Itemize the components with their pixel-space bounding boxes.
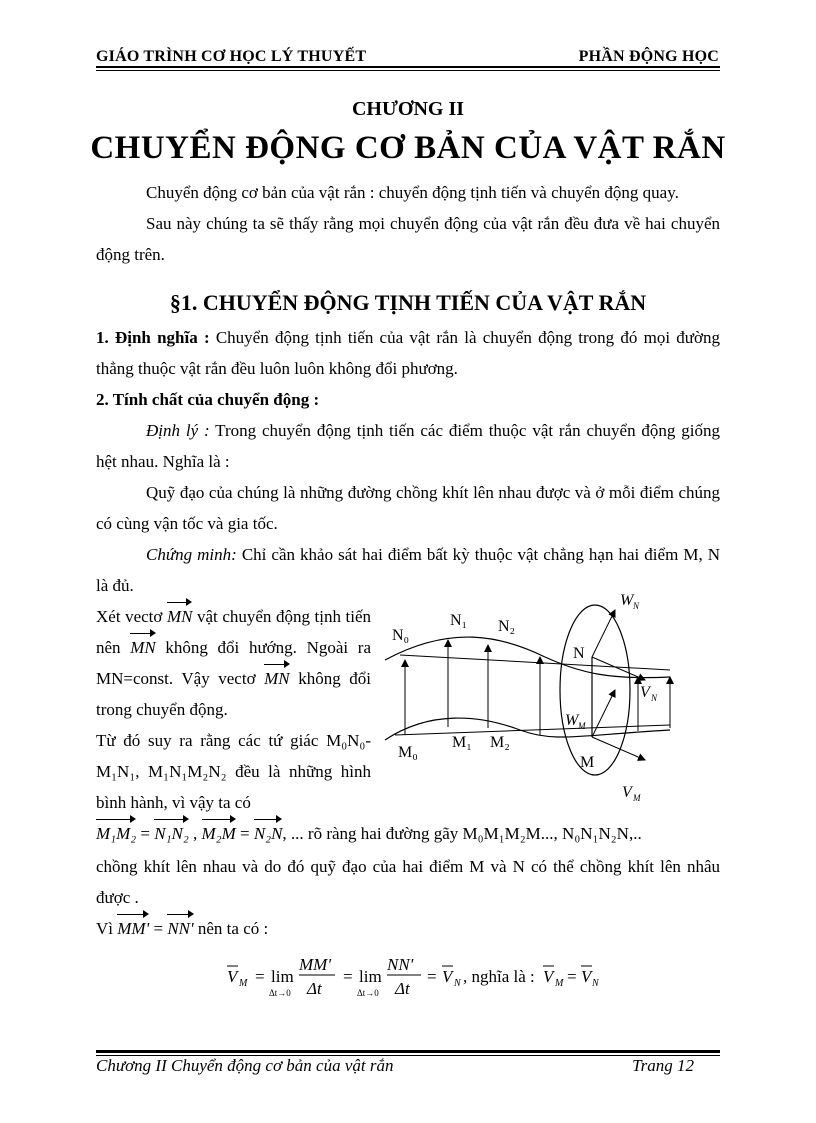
symbol-vn-sub: N [454, 978, 461, 989]
lim-1: lim [271, 967, 294, 986]
vector-m1m2: M₁M₂ [96, 818, 136, 849]
vector-mmp: MM' [117, 913, 149, 944]
vector-vm [592, 737, 645, 760]
label-n0: N₀ [392, 627, 410, 644]
symbol-vm-sub: M [239, 978, 248, 989]
label-n1: N₁ [450, 612, 468, 629]
label-wn-sub: N [633, 601, 640, 611]
numerator-1: MM' [299, 955, 331, 974]
header-rule [96, 66, 720, 68]
header-course-title: GIÁO TRÌNH CƠ HỌC LÝ THUYẾT [96, 48, 367, 65]
formula-tail: , nghĩa là : [463, 967, 535, 986]
label-m1: M₁ [452, 734, 472, 751]
section-title: §1. CHUYỂN ĐỘNG TỊNH TIẾN CỦA VẬT RẮN [169, 290, 647, 315]
symbol-vm-sub-2: M [555, 978, 564, 989]
intro-paragraph-2: Sau này chúng ta sẽ thấy rằng mọi chuyển động của vật rắn đều đưa về hai chuyển động trên. [96, 214, 720, 264]
label-vm-sub: M [633, 793, 641, 803]
header-rule-thin [96, 70, 720, 71]
header-part-title: PHẦN ĐỘNG HỌC [578, 48, 719, 65]
proof-parallelogram-paragraph: Từ đó suy ra rằng các tứ giác M₀N₀-M₁N₁, M₁N₁M₂N₂ đều là những hình bình hành, vì vậy ta có [96, 731, 371, 812]
symbol-vn: V [442, 967, 453, 986]
vector-n1n2: N₁N₂ [154, 818, 189, 849]
page-number: Trang 12 [632, 1056, 694, 1075]
vector-mn: MN [264, 663, 290, 694]
polyline-n [400, 655, 670, 670]
chapter-title: CHUYỂN ĐỘNG CƠ BẢN CỦA VẬT RẮN [90, 130, 726, 166]
numerator-2: NN' [387, 955, 414, 974]
footer-rule [96, 1050, 720, 1053]
equation-tail: , ... rõ ràng hai đường gãy M₀M₁M₂M..., N₀N₁N₂N,.. [282, 824, 642, 843]
definition-paragraph [96, 322, 720, 384]
equals: = [427, 967, 437, 986]
vector-m2m: M₂M [202, 818, 236, 849]
lim-2: lim [359, 967, 382, 986]
vector-n2n: N₂N [254, 818, 283, 849]
footer-chapter: Chương II Chuyển động cơ bản của vật rắn [96, 1056, 394, 1075]
label-wn: W [620, 592, 634, 609]
vector-nnp: NN' [167, 913, 193, 944]
label-n2: N₂ [498, 618, 516, 635]
vector-wm [592, 690, 615, 737]
symbol-vm-2: V [543, 967, 554, 986]
text-fragment: vật chuyển động tịnh tiến nên [96, 607, 371, 657]
equals: = [567, 967, 577, 986]
label-wm: W [565, 712, 579, 729]
vector-wn [592, 610, 615, 657]
theorem-label: Định lý : [146, 421, 210, 440]
label-n: N [573, 645, 585, 662]
theorem-paragraph-2: Quỹ đạo của chúng là những đường chồng khít lên nhau được và ở mỗi điểm chúng có cùng vận tốc và gia tốc. [96, 483, 720, 533]
text-fragment: không đổi hướng. Ngoài ra MN=const. Vậy vectơ [96, 638, 371, 688]
equals: = [343, 967, 353, 986]
theorem-paragraph [96, 415, 720, 477]
lim-cond-1: Δt→0 [269, 988, 291, 998]
since-line: Vì MM' = NN' nên ta có : [96, 913, 720, 944]
denominator-2: Δt [395, 979, 410, 998]
chapter-label: CHƯƠNG II [351, 98, 465, 120]
label-vn-sub: N [651, 693, 658, 703]
parallelogram-equation-line: M₁M₂ = N₁N₂ , M₂M = N₂N, ... rõ ràng hai đường gãy M₀M₁M₂M..., N₀N₁N₂N,.. [96, 818, 720, 849]
properties-label: 2. Tính chất của chuyển động : [96, 390, 320, 409]
definition-text: Chuyển động tịnh tiến của vật rắn là chuyển động trong đó mọi đường thẳng thuộc vật rắn đều luôn luôn không đổi phương. [96, 328, 720, 378]
label-vm: V [622, 784, 632, 801]
vector-mn: MN [130, 632, 156, 663]
translation-figure [380, 585, 680, 805]
equals: = [255, 967, 265, 986]
lim-cond-2: Δt→0 [357, 988, 379, 998]
intro-paragraph-1: Chuyển động cơ bản của vật rắn : chuyển động tịnh tiến và chuyển động quay. [146, 183, 679, 202]
symbol-vn-2: V [581, 967, 592, 986]
overlap-paragraph: chồng khít lên nhau và do đó quỹ đạo của hai điểm M và N có thể chồng khít lên nhâu được . [96, 857, 720, 907]
label-m2: M₂ [490, 734, 510, 751]
label-wm-sub: M [578, 721, 586, 731]
properties-heading [96, 384, 720, 415]
label-m0: M₀ [398, 744, 418, 761]
text-fragment: nên ta có : [193, 919, 269, 938]
text-fragment: Vì [96, 919, 118, 938]
vector-mn: MN [167, 601, 193, 632]
proof-label: Chứng minh: [146, 545, 237, 564]
velocity-formula [225, 948, 605, 1004]
symbol-vm: V [227, 967, 238, 986]
text-fragment: Xét vectơ [96, 607, 167, 626]
theorem-text: Trong chuyển động tịnh tiến các điểm thuộc vật rắn chuyển động giống hệt nhau. Nghĩa là : [96, 421, 720, 471]
denominator-1: Δt [307, 979, 322, 998]
text-fragment: không đổi trong chuyển động. [96, 669, 371, 719]
label-vn: V [640, 684, 650, 701]
symbol-vn-sub-2: N [592, 978, 599, 989]
rigid-body-outline [560, 605, 630, 775]
definition-label: 1. Định nghĩa : [96, 328, 210, 347]
proof-vector-paragraph [96, 601, 371, 725]
proof-text: Chỉ cần khảo sát hai điểm bất kỳ thuộc vật chẳng hạn hai điểm M, N là đủ. [96, 545, 720, 595]
label-m: M [580, 754, 595, 771]
